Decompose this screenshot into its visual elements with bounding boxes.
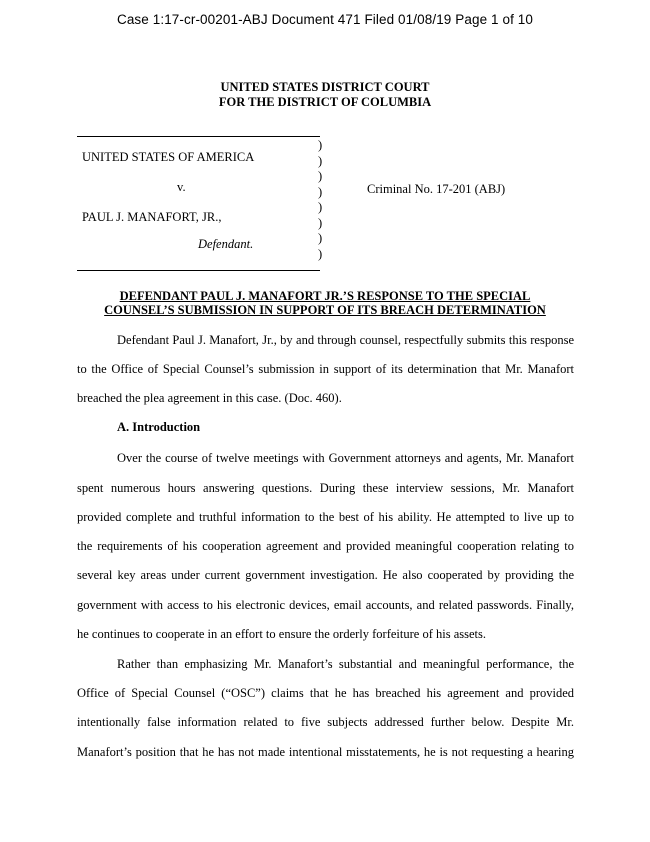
body-line: breached the plea agreement in this case. (Doc. 460). <box>77 391 342 405</box>
caption-paren: ) <box>318 246 323 261</box>
caption-paren: ) <box>318 138 323 152</box>
body-line: intentionally false information related to five subjects addressed further below. Despite Mr. <box>77 715 574 729</box>
body-line: he continues to cooperate in an effort to ensure the orderly forfeiture of his assets. <box>77 627 487 641</box>
body-line: the requirements of his cooperation agreement and provided meaningful cooperation relating to <box>77 539 574 553</box>
caption-plaintiff: UNITED STATES OF AMERICA <box>82 150 255 164</box>
case-number: Criminal No. 17-201 (ABJ) <box>367 182 506 196</box>
court-name <box>0 80 650 110</box>
caption-bottom-rule <box>77 270 320 271</box>
caption-defendant-label: Defendant. <box>198 237 254 251</box>
caption-paren: ) <box>318 169 323 183</box>
document-title-line-2: COUNSEL’S SUBMISSION IN SUPPORT OF ITS BREACH DETERMINATION <box>104 302 546 317</box>
body-line: Defendant Paul J. Manafort, Jr., by and through counsel, respectfully submits this response <box>117 333 574 347</box>
body-line: Manafort’s position that he has not made intentional misstatements, he is not requesting a hearing <box>77 745 574 759</box>
caption-versus: v. <box>177 180 186 194</box>
body-line: spent numerous hours answering questions. During these interview sessions, Mr. Manafort <box>77 481 574 495</box>
caption-paren: ) <box>318 215 323 230</box>
caption-paren: ) <box>318 153 323 168</box>
body-line: to the Office of Special Counsel’s submission in support of its determination that Mr. Manafort <box>77 362 574 376</box>
body-line: Rather than emphasizing Mr. Manafort’s substantial and meaningful performance, the <box>117 657 574 671</box>
court-name-line-2: FOR THE DISTRICT OF COLUMBIA <box>218 95 432 109</box>
caption-paren: ) <box>318 184 323 199</box>
body-line: Office of Special Counsel (“OSC”) claims that he has breached his agreement and provided <box>77 686 574 700</box>
body-line: government with access to his electronic devices, email accounts, and related passwords. Finally, <box>77 598 574 612</box>
caption-defendant-name: PAUL J. MANAFORT, JR., <box>82 210 222 224</box>
court-name-line-1: UNITED STATES DISTRICT COURT <box>220 80 430 94</box>
caption-paren: ) <box>318 200 323 214</box>
body-line: Over the course of twelve meetings with Government attorneys and agents, Mr. Manafort <box>117 451 574 465</box>
body-line: several key areas under current government investigation. He also cooperated by providing the <box>77 568 574 582</box>
body-line: provided complete and truthful information to the best of his ability. He attempted to live up to <box>77 510 574 524</box>
caption-parentheses <box>318 138 322 262</box>
filing-header-stamp: Case 1:17-cr-00201-ABJ Document 471 Filed 01/08/19 Page 1 of 10 <box>116 12 534 27</box>
caption-top-rule <box>77 136 320 137</box>
document-title-line-1: DEFENDANT PAUL J. MANAFORT JR.’S RESPONSE TO THE SPECIAL <box>119 289 531 303</box>
document-title <box>60 290 590 317</box>
section-heading: A. Introduction <box>117 420 201 434</box>
caption-paren: ) <box>318 231 323 245</box>
